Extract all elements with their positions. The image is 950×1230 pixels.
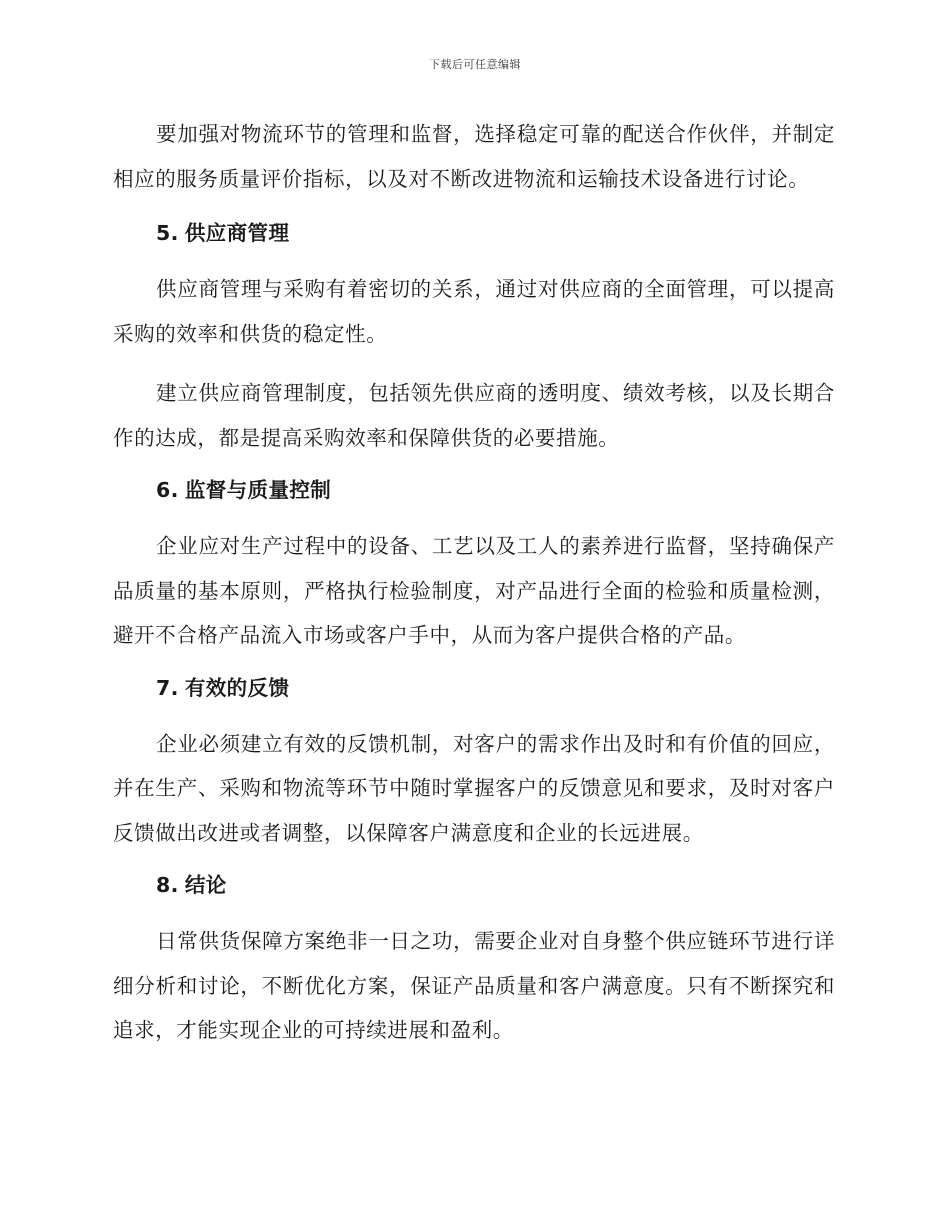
section-heading-8 [113,871,835,899]
section-number: 5. [156,221,179,245]
section-heading-5 [113,219,835,247]
section-title: 监督与质量控制 [184,478,332,502]
paragraph: 建立供应商管理制度，包括领先供应商的透明度、绩效考核，以及长期合作的达成，都是提高采购效率和保障供货的必要措施。 [113,381,835,450]
section-title: 结论 [184,873,227,897]
section-number: 8. [156,873,179,897]
paragraph: 日常供货保障方案绝非一日之功，需要企业对自身整个供应链环节进行详细分析和讨论，不断优化方案，保证产品质量和客户满意度。只有不断探究和追求，才能实现企业的可持续进展和盈利。 [113,929,835,1042]
section-number: 6. [156,478,179,502]
section-heading-7 [113,674,835,702]
paragraph: 企业应对生产过程中的设备、工艺以及工人的素养进行监督，坚持确保产品质量的基本原则，严格执行检验制度，对产品进行全面的检验和质量检测，避开不合格产品流入市场或客户手中，从而为客户提供合格的产品。 [113,534,835,647]
section-heading-6 [113,476,835,504]
header-note: 下载后可任意编辑 [429,58,521,71]
section-number: 7. [156,675,179,700]
section-title: 有效的反馈 [184,675,290,700]
paragraph: 要加强对物流环节的管理和监督，选择稳定可靠的配送合作伙伴，并制定相应的服务质量评价指标，以及对不断改进物流和运输技术设备进行讨论。 [113,122,835,191]
paragraph: 供应商管理与采购有着密切的关系，通过对供应商的全面管理，可以提高采购的效率和供货的稳定性。 [113,277,835,346]
paragraph: 企业必须建立有效的反馈机制，对客户的需求作出及时和有价值的回应，并在生产、采购和物流等环节中随时掌握客户的反馈意见和要求，及时对客户反馈做出改进或者调整，以保障客户满意度和企业的长远进展。 [113,731,835,845]
section-title: 供应商管理 [184,221,290,245]
document-body [113,112,835,1068]
